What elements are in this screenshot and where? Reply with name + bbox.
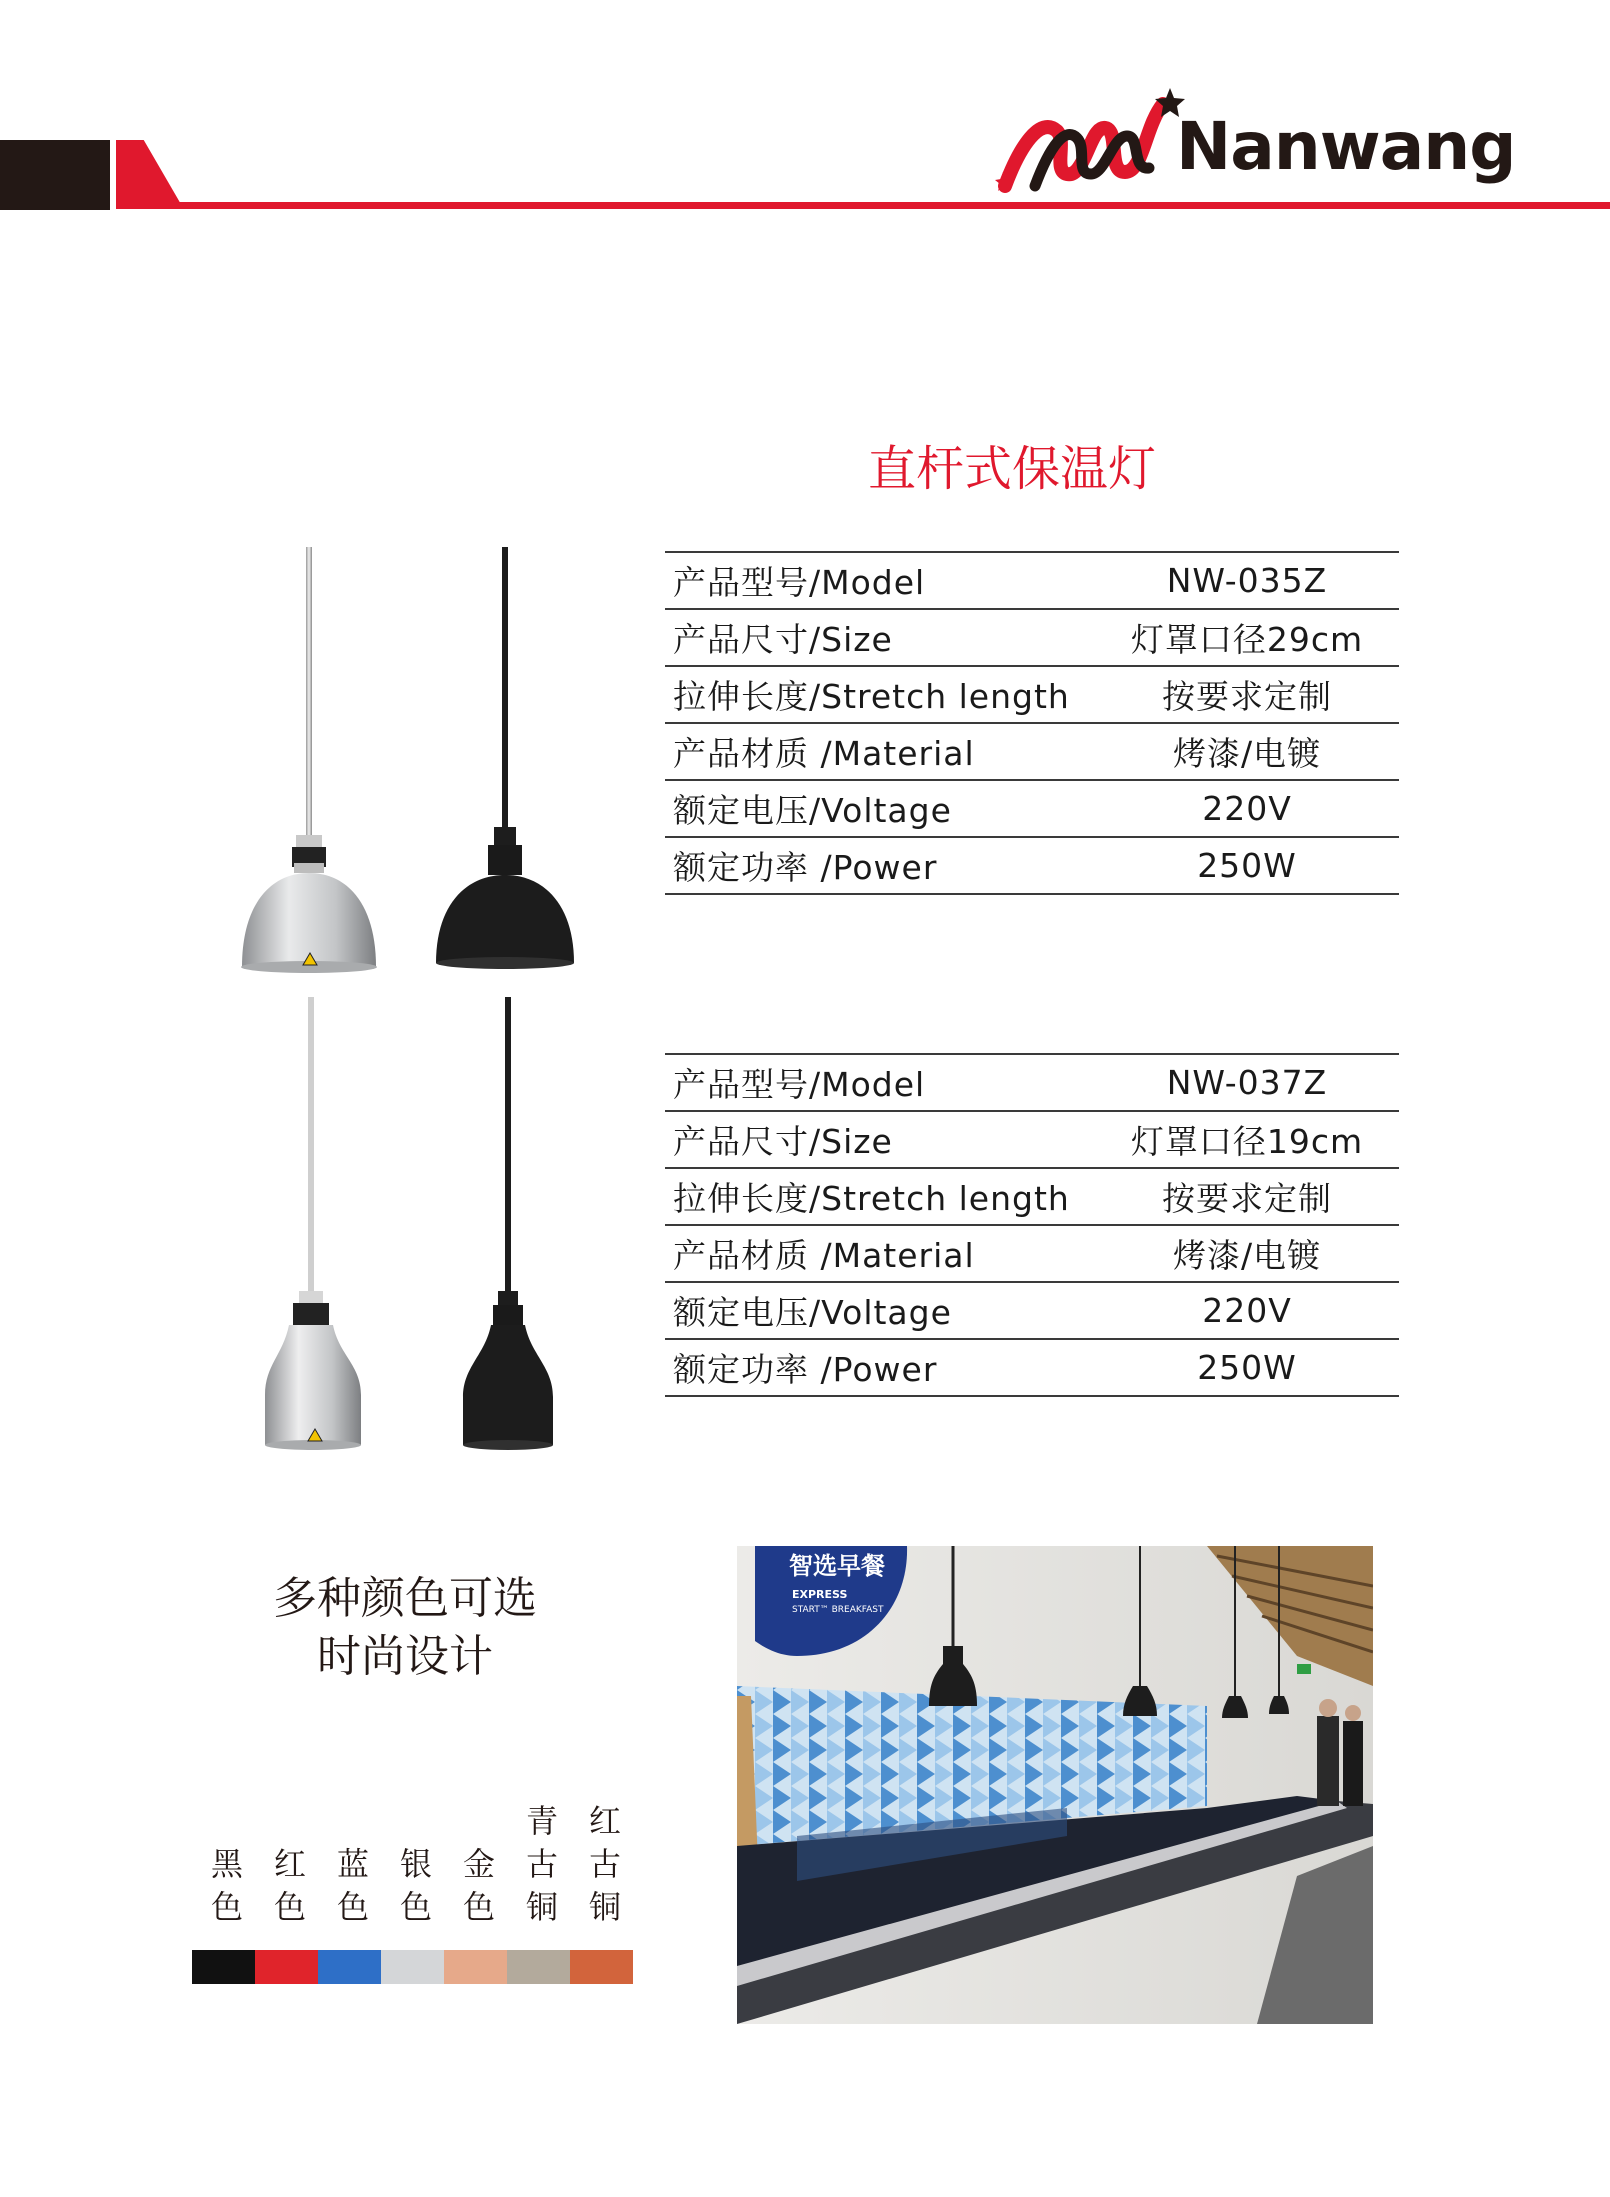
- spec-value: NW-037Z: [1166, 1063, 1328, 1102]
- spec-value: 250W: [1197, 846, 1297, 885]
- swatch-silver: [381, 1950, 444, 1984]
- swatch-red-bronze: [570, 1950, 633, 1984]
- slogan-line-2: 时尚设计: [317, 1631, 493, 1682]
- spec-label: 拉伸长度/Stretch length: [673, 1179, 1070, 1218]
- spec-label: 产品尺寸/Size: [673, 1122, 893, 1161]
- spec-table-nw035z: [665, 551, 1399, 895]
- spec-value: 250W: [1197, 1348, 1297, 1387]
- color-name-black: 黑 色: [210, 1845, 243, 1926]
- lamp-illustration-nw037z: [255, 995, 585, 1455]
- spec-value: 220V: [1202, 1291, 1292, 1330]
- table-row: [665, 1110, 1399, 1167]
- swatch-blue: [318, 1950, 381, 1984]
- color-name-silver: 银 色: [399, 1845, 432, 1926]
- spec-label: 产品材质 /Material: [673, 734, 975, 773]
- header-dark-block: [0, 140, 110, 210]
- spec-label: 产品型号/Model: [673, 1065, 926, 1104]
- brand-name: Nanwang: [1176, 108, 1516, 185]
- spec-label: 拉伸长度/Stretch length: [673, 677, 1070, 716]
- sign-chinese-text: 智选早餐: [789, 1552, 885, 1580]
- spec-label: 额定功率 /Power: [673, 848, 938, 887]
- sign-english-text-1: EXPRESS: [792, 1588, 848, 1601]
- header-red-rule: [116, 202, 1610, 209]
- color-name-red: 红 色: [273, 1845, 306, 1926]
- spec-label: 额定电压/Voltage: [673, 791, 952, 830]
- spec-value: 按要求定制: [1162, 677, 1332, 716]
- spec-value: 220V: [1202, 789, 1292, 828]
- spec-value: 烤漆/电镀: [1172, 1236, 1322, 1275]
- table-row: [665, 608, 1399, 665]
- spec-value: NW-035Z: [1166, 561, 1328, 600]
- page-title: 直杆式保温灯: [867, 441, 1156, 497]
- spec-value: 灯罩口径19cm: [1130, 1122, 1364, 1161]
- swatch-red: [255, 1950, 318, 1984]
- slogan-line-1: 多种颜色可选: [273, 1573, 537, 1624]
- swatch-gold: [444, 1950, 507, 1984]
- spec-label: 产品型号/Model: [673, 563, 926, 602]
- spec-value: 灯罩口径29cm: [1130, 620, 1364, 659]
- table-row: [665, 1053, 1399, 1110]
- spec-label: 额定电压/Voltage: [673, 1293, 952, 1332]
- header-red-wedge: [116, 140, 182, 206]
- swatch-black: [192, 1950, 255, 1984]
- nanwang-logo-icon: [995, 86, 1195, 198]
- spec-label: 额定功率 /Power: [673, 1350, 938, 1389]
- spec-table-nw037z: [665, 1053, 1399, 1397]
- table-row: [665, 1281, 1399, 1338]
- table-row: [665, 551, 1399, 608]
- table-row: [665, 1224, 1399, 1281]
- spec-label: 产品尺寸/Size: [673, 620, 893, 659]
- swatch-green-bronze: [507, 1950, 570, 1984]
- color-name-blue: 蓝 色: [336, 1845, 369, 1926]
- spec-value: 烤漆/电镀: [1172, 734, 1322, 773]
- spec-value: 按要求定制: [1162, 1179, 1332, 1218]
- lamp-illustration-nw035z: [230, 545, 610, 975]
- table-row: [665, 1167, 1399, 1224]
- color-name-red-bronze: 红 古 铜: [588, 1802, 621, 1926]
- slogan: [230, 1570, 580, 1686]
- spec-label: 产品材质 /Material: [673, 1236, 975, 1275]
- table-row: [665, 665, 1399, 722]
- table-row: [665, 1338, 1399, 1397]
- color-name-gold: 金 色: [462, 1845, 495, 1926]
- installation-photo: [737, 1546, 1373, 2024]
- sign-english-text-2: START™ BREAKFAST: [792, 1605, 884, 1615]
- table-row: [665, 779, 1399, 836]
- table-row: [665, 836, 1399, 895]
- color-name-green-bronze: 青 古 铜: [525, 1802, 558, 1926]
- color-swatch-bar: [192, 1950, 633, 1984]
- table-row: [665, 722, 1399, 779]
